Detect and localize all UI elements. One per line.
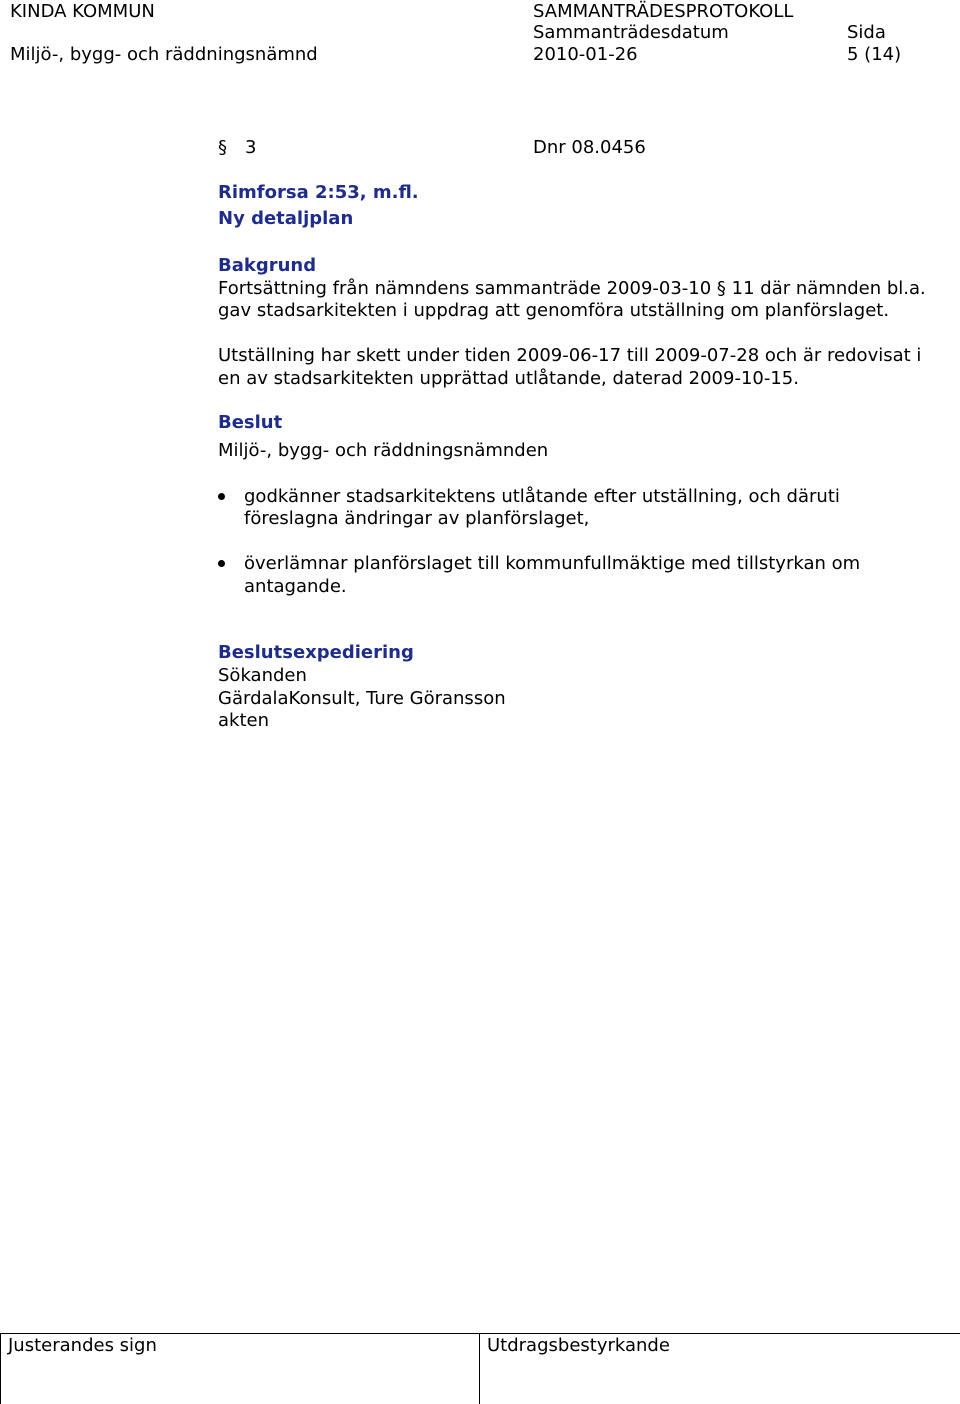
section-symbol: §: [218, 137, 227, 158]
decision-heading: Beslut: [218, 412, 283, 433]
protocol-title: SAMMANTRÄDESPROTOKOLL: [533, 1, 794, 22]
background-text-part1: Fortsättning från nämndens sammanträde 2009-03-10: [218, 278, 717, 299]
page-number: 5 (14): [847, 44, 902, 65]
background-heading: Bakgrund: [218, 255, 317, 276]
item-subtitle: Ny detaljplan: [218, 208, 354, 229]
decision-bullet-line: föreslagna ändringar av planförslaget,: [244, 508, 590, 529]
footer-divider: [0, 1333, 960, 1334]
decision-bullet-line: överlämnar planförslaget till kommunfullmäktige med tillstyrkan om: [244, 553, 861, 574]
dispatch-recipient: GärdalaKonsult, Ture Göransson: [218, 688, 506, 709]
bullet-icon: [218, 493, 225, 500]
dispatch-recipient: akten: [218, 710, 269, 731]
page-label: Sida: [847, 22, 886, 43]
decision-bullet-line: godkänner stadsarkitektens utlåtande efter utställning, och däruti: [244, 486, 840, 507]
section-symbol: §: [716, 278, 726, 299]
footer-justerandes-sign: Justerandes sign: [8, 1335, 157, 1356]
footer-utdragsbestyrkande: Utdragsbestyrkande: [487, 1335, 670, 1356]
background-paragraph-line: Utställning har skett under tiden 2009-06-17 till 2009-07-28 och är redovisat i: [218, 345, 922, 366]
footer-separator: [479, 1333, 480, 1404]
committee-name: Miljö-, bygg- och räddningsnämnd: [10, 44, 318, 65]
dnr-number: Dnr 08.0456: [533, 137, 646, 158]
dispatch-recipient: Sökanden: [218, 665, 307, 686]
decision-intro: Miljö-, bygg- och räddningsnämnden: [218, 440, 549, 461]
bullet-icon: [218, 560, 225, 567]
background-paragraph-line: gav stadsarkitekten i uppdrag att genomföra utställning om planförslaget.: [218, 300, 890, 321]
decision-bullet-line: antagande.: [244, 576, 347, 597]
meeting-date-label: Sammanträdesdatum: [533, 22, 729, 43]
municipality-name: KINDA KOMMUN: [10, 1, 155, 22]
background-text-part2: 11 där nämnden bl.a.: [725, 278, 926, 299]
dispatch-heading: Beslutsexpediering: [218, 642, 414, 663]
item-title: Rimforsa 2:53, m.fl.: [218, 182, 419, 203]
item-number: 3: [245, 137, 257, 158]
footer-separator: [0, 1333, 1, 1404]
meeting-date: 2010-01-26: [533, 44, 638, 65]
background-paragraph-line: en av stadsarkitekten upprättad utlåtande, daterad 2009-10-15.: [218, 368, 799, 389]
background-paragraph-line: [218, 278, 926, 300]
